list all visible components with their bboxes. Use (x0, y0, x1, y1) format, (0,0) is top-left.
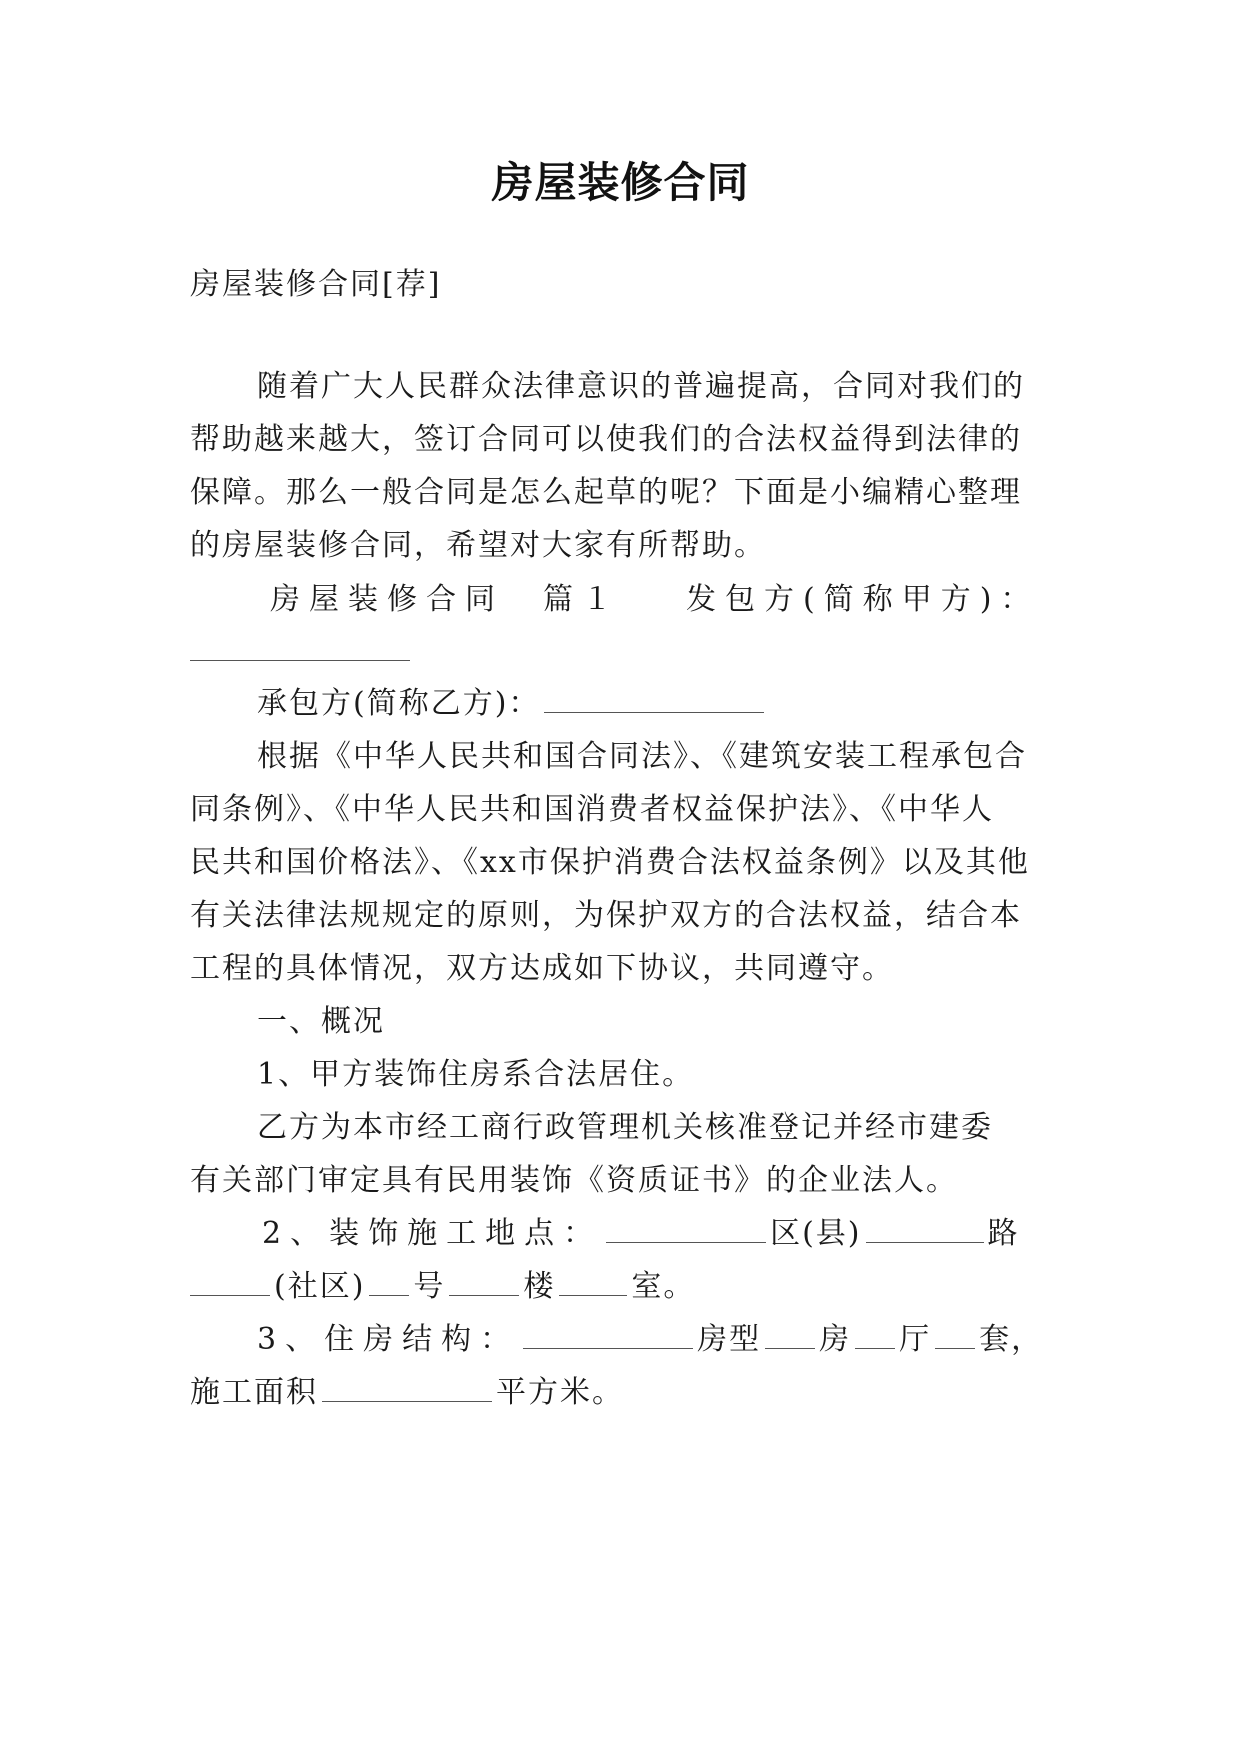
item3-halls: 厅 (899, 1322, 932, 1357)
intro-line: 随着广大人民群众法律意识的普遍提高，合同对我们的 (257, 369, 1025, 404)
basis-line: 工程的具体情况，双方达成如下协议，共同遵守。 (190, 951, 894, 986)
part-heading-row (270, 580, 1050, 620)
item2-road: 路 (987, 1216, 1020, 1251)
basis-line: 同条例》、《中华人民共和国消费者权益保护法》、《中华人 (190, 792, 994, 827)
item3-blank[interactable] (523, 1326, 693, 1349)
item3-sets: 套， (979, 1322, 1044, 1357)
party-b-blank[interactable] (544, 690, 764, 713)
item2-row (262, 1214, 1055, 1254)
party-a-blank[interactable] (190, 638, 410, 661)
document-subtitle: 房屋装修合同[荐] (190, 267, 442, 302)
item3-blank[interactable] (855, 1326, 895, 1349)
party-b-label: 承包方(简称乙方)： (257, 686, 541, 721)
item2-blank[interactable] (449, 1273, 519, 1296)
item2-blank[interactable] (559, 1273, 627, 1296)
item2-blank[interactable] (866, 1220, 984, 1243)
item2-blank[interactable] (369, 1273, 409, 1296)
party-a-blank-row (190, 632, 1050, 672)
item3-area-unit: 平方米。 (496, 1375, 624, 1410)
item2-community: (社区) (274, 1269, 366, 1304)
item1-line: 乙方为本市经工商行政管理机关核准登记并经市建委 (257, 1110, 993, 1145)
item3-type: 房型 (697, 1322, 762, 1357)
item2-label: 2、装饰施工地点： (262, 1216, 603, 1251)
intro-line: 帮助越来越大，签订合同可以使我们的合法权益得到法律的 (190, 422, 1022, 457)
party-b-row (257, 684, 1050, 724)
item2-room: 室。 (631, 1269, 696, 1304)
item3-rooms: 房 (819, 1322, 852, 1357)
item2-building: 楼 (523, 1269, 556, 1304)
basis-line: 民共和国价格法》、《xx市保护消费合法权益条例》以及其他 (190, 845, 1030, 880)
item1-line: 有关部门审定具有民用装饰《资质证书》的企业法人。 (190, 1163, 958, 1198)
section1-heading: 一、概况 (257, 1004, 385, 1039)
basis-line: 有关法律法规规定的原则，为保护双方的合法权益，结合本 (190, 898, 1022, 933)
item2-row-2 (190, 1267, 1050, 1307)
item2-blank[interactable] (606, 1220, 766, 1243)
item1: 1、甲方装饰住房系合法居住。 (257, 1057, 695, 1092)
intro-line: 的房屋装修合同，希望对大家有所帮助。 (190, 528, 766, 563)
basis-line: 根据《中华人民共和国合同法》、《建筑安装工程承包合 (257, 739, 1027, 774)
item3-row-2 (190, 1373, 1050, 1413)
item3-area-label: 施工面积 (190, 1375, 318, 1410)
intro-line: 保障。那么一般合同是怎么起草的呢？下面是小编精心整理 (190, 475, 1022, 510)
document-title: 房屋装修合同 (491, 158, 750, 207)
item2-number: 号 (413, 1269, 446, 1304)
item3-row (257, 1320, 1050, 1360)
item3-label: 3、住房结构： (257, 1322, 520, 1357)
item3-blank[interactable] (765, 1326, 815, 1349)
item3-blank[interactable] (935, 1326, 975, 1349)
item3-blank[interactable] (322, 1379, 492, 1402)
party-a-label: 发包方(简称甲方)： (686, 582, 1040, 617)
item2-district: 区(县) (770, 1216, 862, 1251)
item2-blank[interactable] (190, 1273, 270, 1296)
part-heading: 房屋装修合同 篇１ (270, 582, 621, 617)
